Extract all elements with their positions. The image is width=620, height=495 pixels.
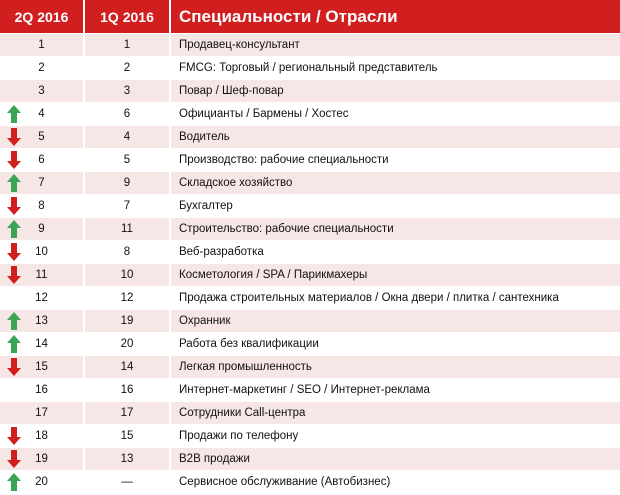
table-row <box>0 355 620 378</box>
table-row <box>0 470 620 493</box>
rank-1q-cell: 5 <box>85 149 169 171</box>
rank-1q-cell: 1 <box>85 34 169 56</box>
table-row <box>0 263 620 286</box>
rank-2q-cell <box>0 218 83 240</box>
specialty-name: B2B продажи <box>171 448 620 470</box>
rank-2q-cell <box>0 57 83 79</box>
table-row <box>0 401 620 424</box>
rank-1q-cell: 12 <box>85 287 169 309</box>
specialty-name: Складское хозяйство <box>171 172 620 194</box>
rank-2q-value: 14 <box>35 338 48 350</box>
rank-2q-value: 5 <box>38 131 45 143</box>
specialty-name: Охранник <box>171 310 620 332</box>
table-row <box>0 148 620 171</box>
rank-2q-cell <box>0 425 83 447</box>
table-row <box>0 424 620 447</box>
arrow-up-icon <box>7 220 21 238</box>
rank-2q-cell <box>0 126 83 148</box>
arrow-down-icon <box>7 243 21 261</box>
specialty-name: FMCG: Торговый / региональный представитель <box>171 57 620 79</box>
rank-1q-cell: 7 <box>85 195 169 217</box>
rank-1q-cell: 11 <box>85 218 169 240</box>
table-row <box>0 332 620 355</box>
table-row <box>0 194 620 217</box>
rank-2q-cell <box>0 103 83 125</box>
specialty-name: Производство: рабочие специальности <box>171 149 620 171</box>
specialty-name: Легкая промышленность <box>171 356 620 378</box>
rank-2q-value: 6 <box>38 154 45 166</box>
rank-2q-value: 20 <box>35 476 48 488</box>
table-row <box>0 217 620 240</box>
arrow-up-icon <box>7 335 21 353</box>
rank-2q-cell <box>0 287 83 309</box>
rank-1q-cell: 2 <box>85 57 169 79</box>
rank-2q-cell <box>0 34 83 56</box>
rank-2q-cell <box>0 379 83 401</box>
arrow-up-icon <box>7 105 21 123</box>
rank-2q-cell <box>0 264 83 286</box>
rank-2q-value: 1 <box>38 39 45 51</box>
rank-2q-cell <box>0 356 83 378</box>
rank-1q-cell: 10 <box>85 264 169 286</box>
specialty-name: Продажи по телефону <box>171 425 620 447</box>
rank-2q-value: 10 <box>35 246 48 258</box>
table-row <box>0 240 620 263</box>
specialty-name: Интернет-маркетинг / SEO / Интернет-реклама <box>171 379 620 401</box>
table-body <box>0 33 620 493</box>
table-row <box>0 286 620 309</box>
specialty-name: Бухгалтер <box>171 195 620 217</box>
rank-2q-value: 8 <box>38 200 45 212</box>
rank-2q-cell <box>0 333 83 355</box>
table-row <box>0 309 620 332</box>
rank-1q-cell: 19 <box>85 310 169 332</box>
rank-1q-cell: 14 <box>85 356 169 378</box>
rank-2q-cell <box>0 241 83 263</box>
rank-1q-cell: 9 <box>85 172 169 194</box>
arrow-down-icon <box>7 197 21 215</box>
arrow-down-icon <box>7 450 21 468</box>
specialty-name: Продавец-консультант <box>171 34 620 56</box>
arrow-down-icon <box>7 358 21 376</box>
rank-1q-cell: 16 <box>85 379 169 401</box>
rank-2q-value: 2 <box>38 62 45 74</box>
table-row <box>0 79 620 102</box>
rank-2q-value: 15 <box>35 361 48 373</box>
specialty-name: Сотрудники Call-центра <box>171 402 620 424</box>
rank-1q-cell: 4 <box>85 126 169 148</box>
table-row <box>0 171 620 194</box>
rank-2q-value: 11 <box>35 269 48 281</box>
table-row <box>0 33 620 56</box>
table-row <box>0 125 620 148</box>
specialty-name: Официанты / Бармены / Хостес <box>171 103 620 125</box>
arrow-down-icon <box>7 427 21 445</box>
rank-2q-value: 19 <box>35 453 48 465</box>
rank-1q-cell: — <box>85 471 169 493</box>
rank-2q-value: 9 <box>38 223 45 235</box>
rank-2q-cell <box>0 172 83 194</box>
rank-1q-cell: 15 <box>85 425 169 447</box>
rank-1q-cell: 3 <box>85 80 169 102</box>
header-specialties: Специальности / Отрасли <box>171 0 620 33</box>
specialty-name: Работа без квалификации <box>171 333 620 355</box>
table-row <box>0 102 620 125</box>
rank-2q-cell <box>0 195 83 217</box>
arrow-down-icon <box>7 151 21 169</box>
arrow-up-icon <box>7 312 21 330</box>
rank-2q-cell <box>0 310 83 332</box>
specialty-name: Строительство: рабочие специальности <box>171 218 620 240</box>
rank-2q-cell <box>0 448 83 470</box>
rank-2q-cell <box>0 80 83 102</box>
rank-2q-value: 12 <box>35 292 48 304</box>
arrow-down-icon <box>7 266 21 284</box>
rank-2q-value: 3 <box>38 85 45 97</box>
specialty-name: Веб-разработка <box>171 241 620 263</box>
specialty-name: Продажа строительных материалов / Окна двери / плитка / сантехника <box>171 287 620 309</box>
rank-2q-value: 7 <box>38 177 45 189</box>
rank-1q-cell: 20 <box>85 333 169 355</box>
rank-1q-cell: 8 <box>85 241 169 263</box>
rank-1q-cell: 13 <box>85 448 169 470</box>
table-row <box>0 378 620 401</box>
rank-2q-cell <box>0 149 83 171</box>
arrow-up-icon <box>7 473 21 491</box>
arrow-up-icon <box>7 174 21 192</box>
header-2q-2016: 2Q 2016 <box>0 0 83 33</box>
rank-2q-cell <box>0 471 83 493</box>
table-row <box>0 56 620 79</box>
rank-2q-value: 17 <box>35 407 48 419</box>
table-row <box>0 447 620 470</box>
specialty-name: Водитель <box>171 126 620 148</box>
rank-2q-value: 4 <box>38 108 45 120</box>
rank-2q-value: 16 <box>35 384 48 396</box>
specialty-name: Повар / Шеф-повар <box>171 80 620 102</box>
rank-2q-cell <box>0 402 83 424</box>
rank-2q-value: 18 <box>35 430 48 442</box>
header-1q-2016: 1Q 2016 <box>85 0 169 33</box>
rank-2q-value: 13 <box>35 315 48 327</box>
specialty-name: Сервисное обслуживание (Автобизнес) <box>171 471 620 493</box>
rank-1q-cell: 6 <box>85 103 169 125</box>
table-header <box>0 0 620 33</box>
arrow-down-icon <box>7 128 21 146</box>
specialty-name: Косметология / SPA / Парикмахеры <box>171 264 620 286</box>
rank-1q-cell: 17 <box>85 402 169 424</box>
